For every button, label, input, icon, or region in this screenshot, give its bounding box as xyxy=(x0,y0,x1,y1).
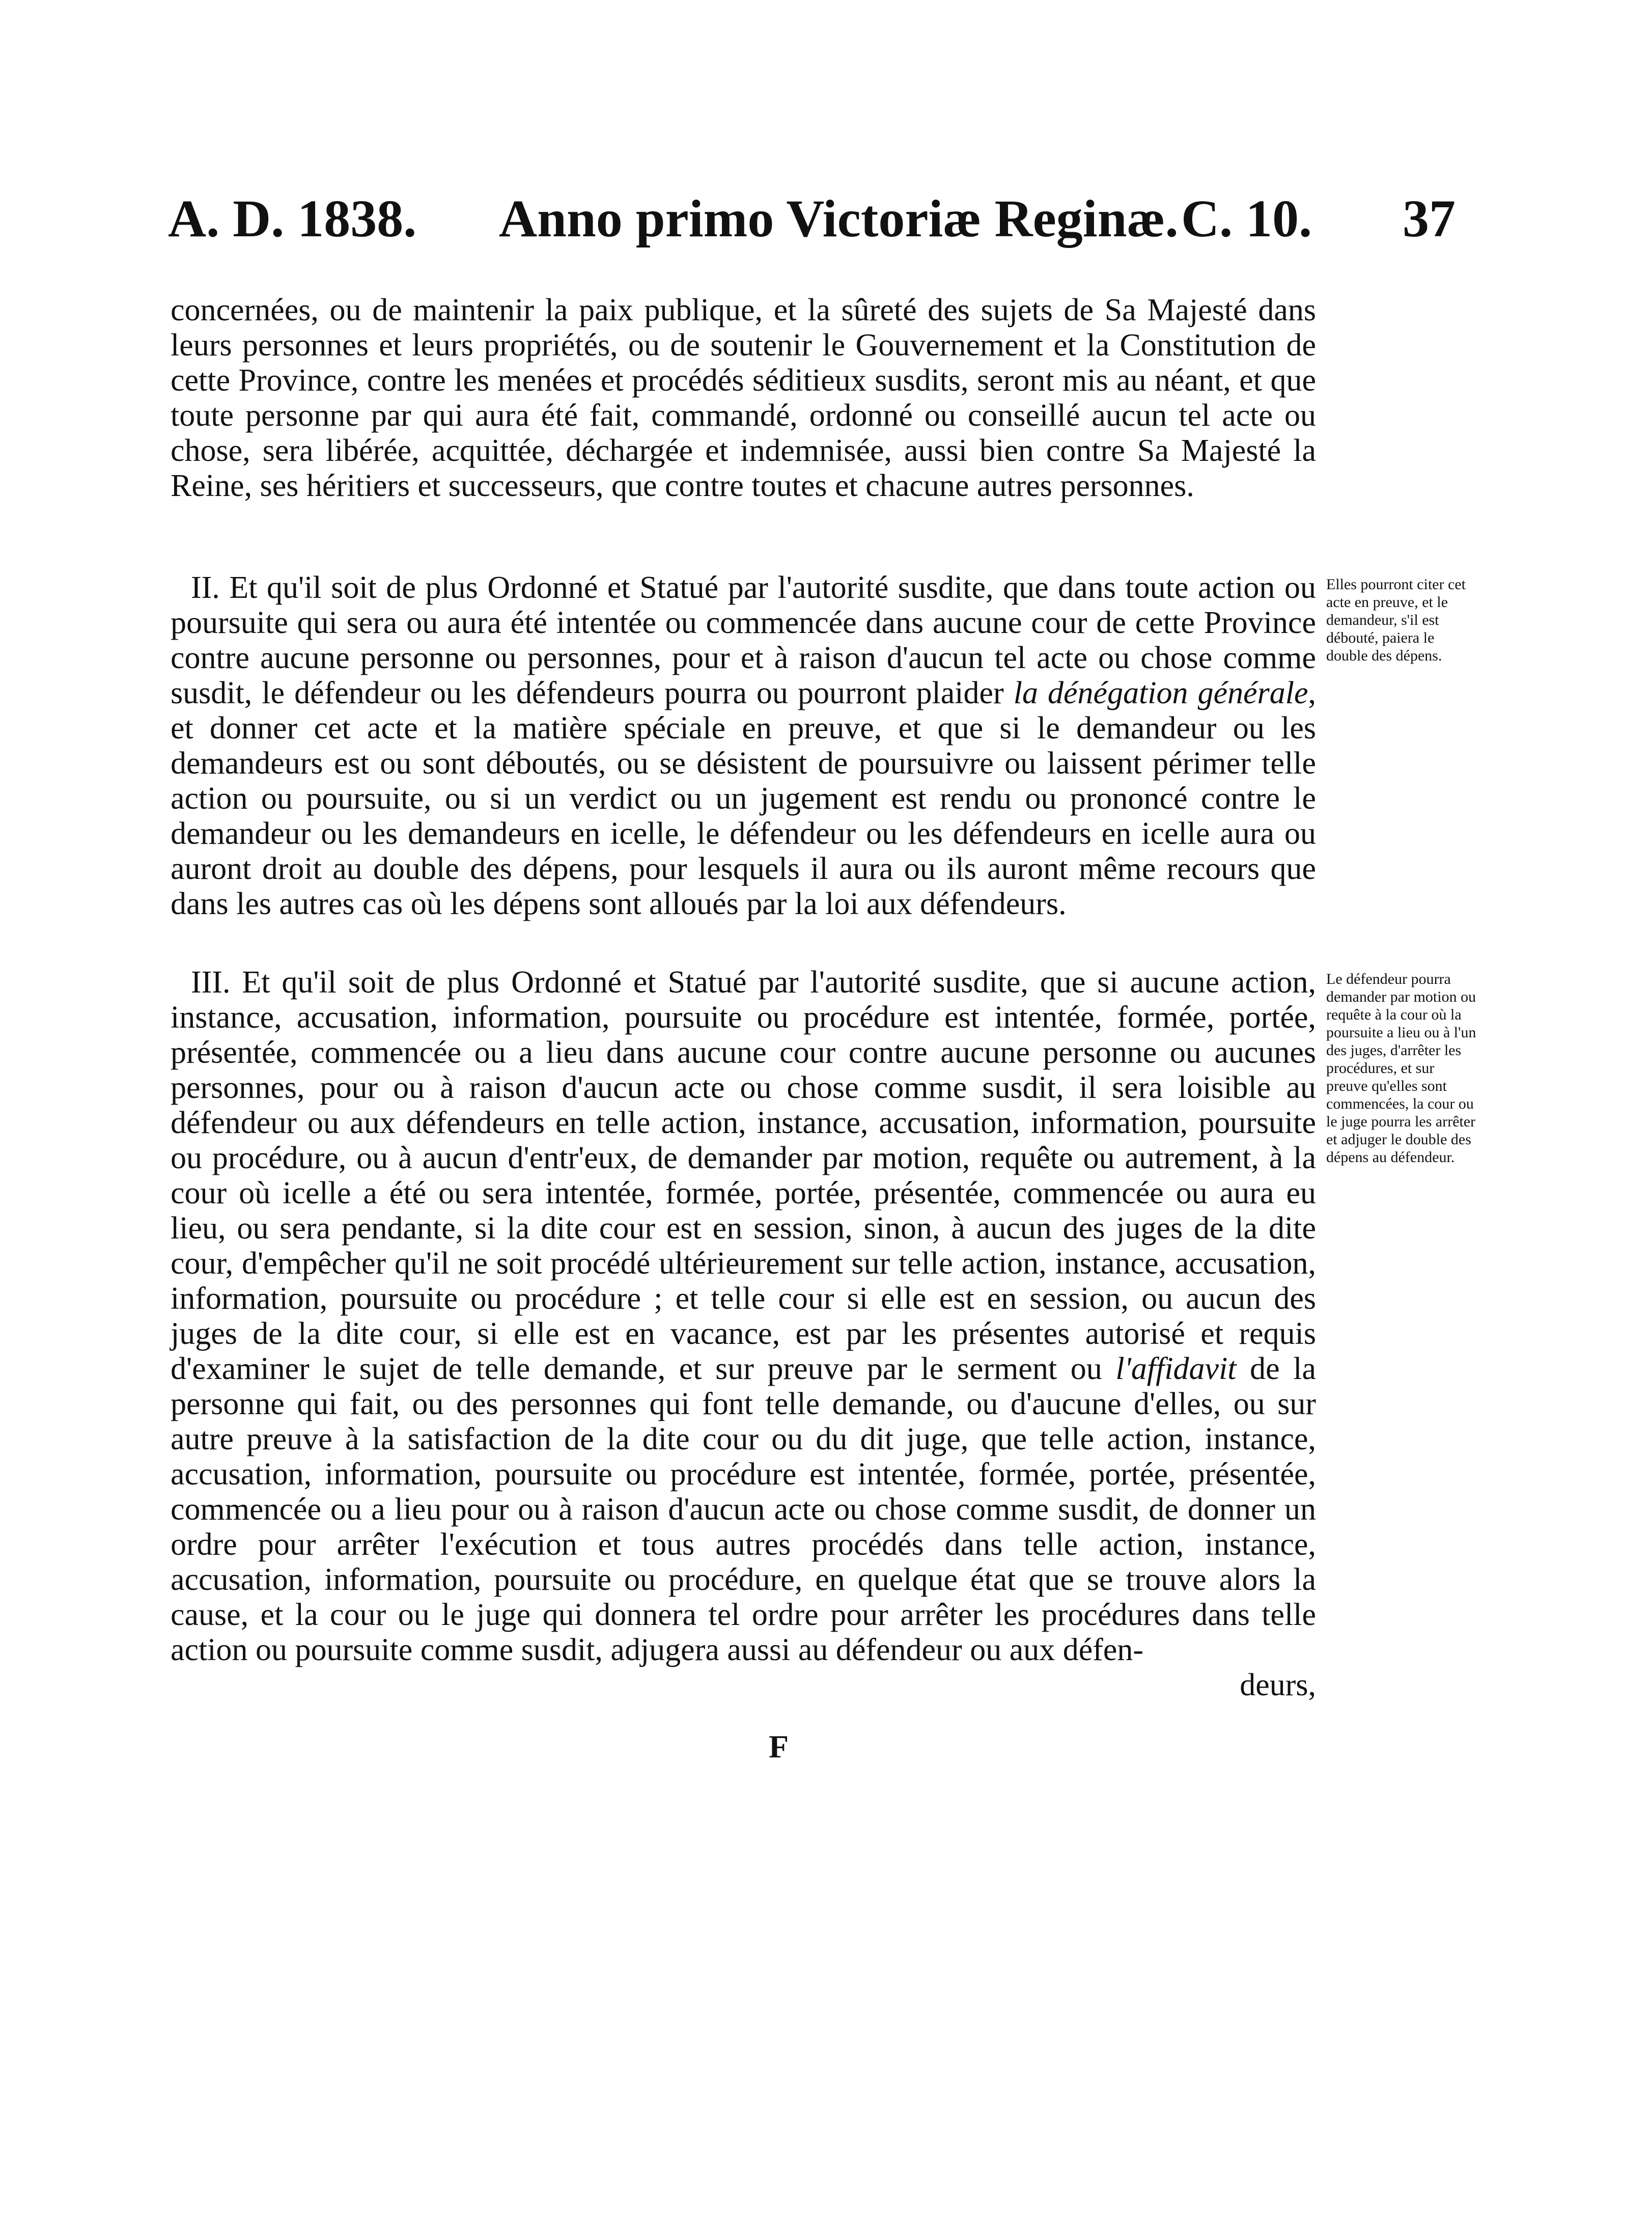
page-number: 37 xyxy=(1403,189,1455,248)
section-2-text-a: II. Et qu'il soit de plus Ordonné et Statué par l'autorité susdite, que dans toute action ou poursuite qui sera ou aura été intentée ou commencée dans aucune cour de cette Province contre aucune personne ou personnes, pour et à raison d'aucun tel acte ou chose comme susdit, le défendeur ou les défendeurs pourra ou pourront plaider xyxy=(171,570,1316,710)
header-chapter: C. 10. xyxy=(1181,189,1312,248)
header-title: Anno primo Victoriæ Reginæ. xyxy=(499,189,1179,248)
signature-mark: F xyxy=(769,1728,789,1765)
margin-note-section-3: Le défendeur pourra demander par motion ou requête à la cour où la poursuite a lieu ou à l'un des juges, d'arrêter les procédures, et sur preuve qu'elles sont commencées, la cour ou le juge pourra les arrêter et adjuger le double des dépens au défendeur. xyxy=(1326,971,1476,1166)
header-year: A. D. 1838. xyxy=(168,189,417,248)
running-header xyxy=(168,183,1461,255)
section-2-text-b: , et donner cet acte et la matière spéciale en preuve, et que si le demandeur ou les demandeurs est ou sont déboutés, ou se désistent de poursuivre ou laissent périmer telle action ou poursuite, ou si un verdict ou un jugement est rendu ou prononcé contre le demandeur ou les demandeurs en icelle, le défendeur ou les défendeurs en icelle aura ou auront droit au double des dépens, pour lesquels il aura ou ils auront même recours que dans les autres cas où les dépens sont alloués par la loi aux défendeurs. xyxy=(171,676,1316,921)
section-3-last-word: deurs, xyxy=(1240,1668,1316,1702)
section-3-paragraph xyxy=(171,965,1316,1703)
continuation-paragraph: concernées, ou de maintenir la paix publique, et la sûreté des sujets de Sa Majesté dans leurs personnes et leurs propriétés, ou de soutenir le Gouvernement et la Constitution de cette Province, contre les menées et procédés séditieux susdits, seront mis au néant, et que toute personne par qui aura été fait, commandé, ordonné ou conseillé aucun tel acte ou chose, sera libérée, acquittée, déchargée et indemnisée, aussi bien contre Sa Majesté la Reine, ses héritiers et successeurs, que contre toutes et chacune autres personnes. xyxy=(171,293,1316,503)
section-3-text-b: de la personne qui fait, ou des personnes qui font telle demande, ou d'aucune d'elles, ou sur autre preuve à la satisfaction de la dite cour ou du dit juge, que telle action, instance, accusation, information, poursuite ou procédure est intentée, formée, portée, présentée, commencée ou a lieu pour ou à raison d'aucun acte ou chose comme susdit, de donner un ordre pour arrêter l'exécution et tous autres procédés dans telle action, instance, accusation, information, poursuite ou procédure, en quelque état que se trouve alors la cause, et la cour ou le juge qui donnera tel ordre pour arrêter les procédures dans telle action ou poursuite comme susdit, adjugera aussi au défendeur ou aux défen- xyxy=(171,1352,1316,1667)
section-2-italic-phrase: la dénégation générale xyxy=(1013,676,1308,710)
margin-note-section-2: Elles pourront citer cet acte en preuve, et le demandeur, s'il est débouté, paiera le double des dépens. xyxy=(1326,576,1466,664)
section-3-text-a: III. Et qu'il soit de plus Ordonné et Statué par l'autorité susdite, que si aucune action, instance, accusation, information, poursuite ou procédure est intentée, formée, portée, présentée, commencée ou a lieu dans aucune cour contre aucune personne ou aucunes personnes, pour ou à raison d'aucun acte ou chose comme susdit, il sera loisible au défendeur ou aux défendeurs en telle action, instance, accusation, information, poursuite ou procédure, ou à aucun d'entr'eux, de demander par motion, requête ou autrement, à la cour où icelle a été ou sera intentée, formée, portée, présentée, commencée ou aura eu lieu, ou sera pendante, si la dite cour est en session, sinon, à aucun des juges de la dite cour, d'empêcher qu'il ne soit procédé ultérieurement sur telle action, instance, accusation, information, poursuite ou procédure ; et telle cour si elle est en session, ou aucun des juges de la dite cour, si elle est en vacance, est par les présentes autorisé et requis d'examiner le sujet de telle demande, et sur preuve par le serment ou xyxy=(171,965,1316,1386)
section-2-paragraph xyxy=(171,570,1316,922)
section-3-italic-phrase: l'affidavit xyxy=(1115,1352,1237,1386)
